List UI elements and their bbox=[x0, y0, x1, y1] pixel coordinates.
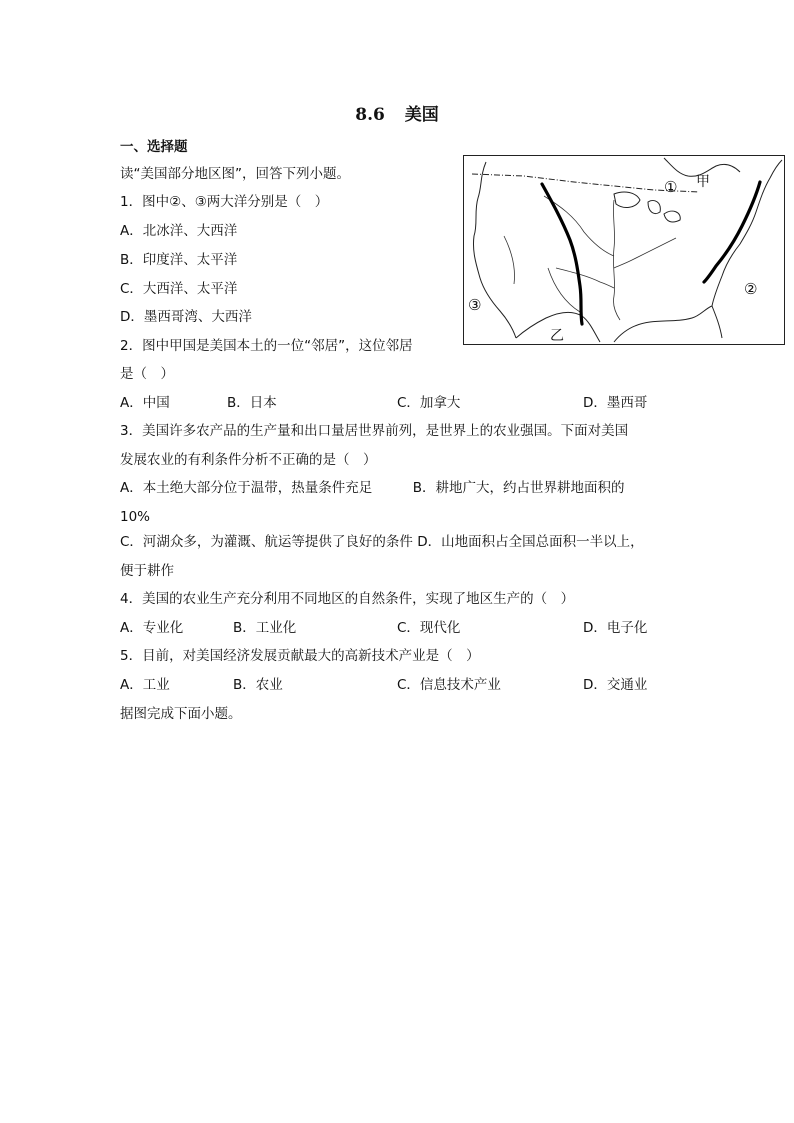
river-colorado bbox=[504, 236, 515, 284]
title-number: 8.6 bbox=[355, 105, 385, 125]
map-label-1: ① bbox=[664, 178, 678, 196]
q5-option-c: C．信息技术产业 bbox=[397, 677, 501, 693]
section-heading: 一、选择题 bbox=[120, 139, 188, 155]
title-text: 美国 bbox=[404, 105, 439, 125]
map-drawing bbox=[464, 156, 784, 344]
intro-text: 读“美国部分地区图”，回答下列小题。 bbox=[120, 166, 350, 182]
q4-option-c: C．现代化 bbox=[397, 620, 461, 636]
page-title bbox=[0, 100, 794, 125]
q4-stem: 4．美国的农业生产充分利用不同地区的自然条件，实现了地区生产的（ ） bbox=[120, 591, 575, 607]
q2-option-b: B．日本 bbox=[227, 395, 277, 411]
q4-option-b: B．工业化 bbox=[233, 620, 297, 636]
river-mississippi bbox=[613, 200, 620, 320]
q1-option-b: B．印度洋、太平洋 bbox=[120, 252, 238, 268]
q5-option-b: B．农业 bbox=[233, 677, 283, 693]
q1-stem: 1．图中②、③两大洋分别是（ ） bbox=[120, 194, 329, 210]
gulf-coastline-east bbox=[614, 306, 722, 342]
map-label-2: ② bbox=[744, 280, 758, 298]
q3-option-line3: C．河湖众多，为灌溉、航运等提供了良好的条件 D．山地面积占全国总面积一半以上， bbox=[120, 534, 644, 550]
river-arkansas bbox=[556, 268, 614, 288]
q2-option-a: A．中国 bbox=[120, 395, 170, 411]
q1-option-d: D．墨西哥湾、大西洋 bbox=[120, 309, 252, 325]
q5-option-a: A．工业 bbox=[120, 677, 170, 693]
q3-stem-line2: 发展农业的有利条件分析不正确的是（ ） bbox=[120, 452, 377, 468]
q2-stem-line1: 2．图中甲国是美国本土的一位“邻居”，这位邻居 bbox=[120, 338, 413, 354]
q3-option-line1: A．本土绝大部分位于温带，热量条件充足 B．耕地广大，约占世界耕地面积的 bbox=[120, 480, 625, 496]
outro-text: 据图完成下面小题。 bbox=[120, 706, 242, 722]
rocky-mountains-line bbox=[542, 184, 582, 324]
q1-option-c: C．大西洋、太平洋 bbox=[120, 281, 238, 297]
q3-option-line4: 便于耕作 bbox=[120, 563, 174, 579]
map-label-jia: 甲 bbox=[696, 174, 710, 190]
river-rio-grande bbox=[548, 268, 580, 312]
q5-option-d: D．交通业 bbox=[583, 677, 648, 693]
q2-option-d: D．墨西哥 bbox=[583, 395, 648, 411]
map-label-3: ③ bbox=[468, 296, 482, 314]
q2-option-c: C．加拿大 bbox=[397, 395, 461, 411]
q4-option-a: A．专业化 bbox=[120, 620, 184, 636]
q3-option-line2: 10% bbox=[120, 509, 151, 525]
q4-option-d: D．电子化 bbox=[583, 620, 648, 636]
q5-stem: 5．目前，对美国经济发展贡献最大的高新技术产业是（ ） bbox=[120, 648, 480, 664]
map-label-yi: 乙 bbox=[550, 328, 564, 344]
q3-stem-line1: 3．美国许多农产品的生产量和出口量居世界前列，是世界上的农业强国。下面对美国 bbox=[120, 423, 629, 439]
q2-stem-line2: 是（ ） bbox=[120, 366, 174, 382]
great-lakes bbox=[614, 192, 680, 222]
appalachian-mountains-line bbox=[704, 182, 760, 282]
river-ohio bbox=[614, 238, 676, 268]
q1-option-a: A．北冰洋、大西洋 bbox=[120, 223, 238, 239]
us-region-map bbox=[463, 155, 785, 345]
